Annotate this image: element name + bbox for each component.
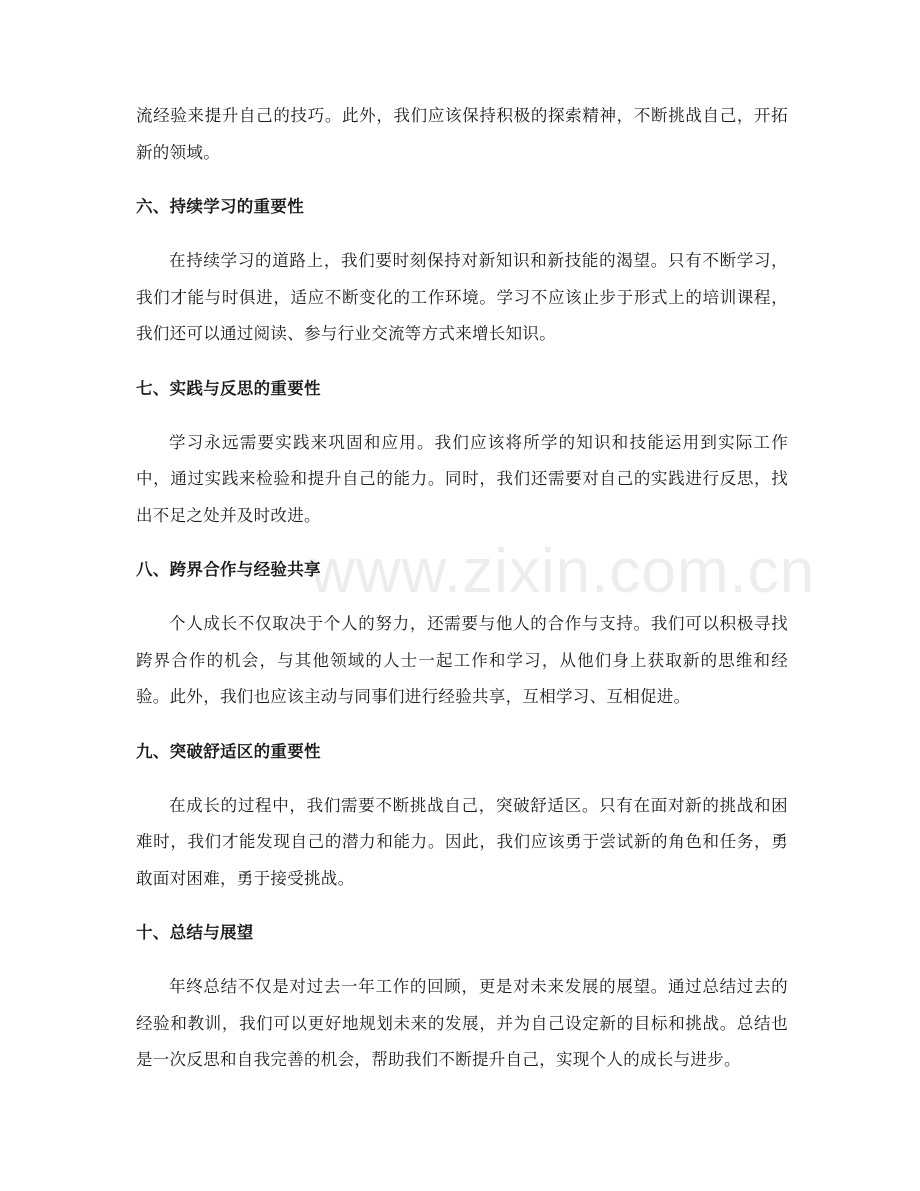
paragraph-section-9: 在成长的过程中，我们需要不断挑战自己，突破舒适区。只有在面对新的挑战和困难时，我们才能发现自己的潜力和能力。因此，我们应该勇于尝试新的角色和任务，勇敢面对困难，勇于接受挑战。 xyxy=(136,795,788,888)
section-heading-7: 七、实践与反思的重要性 xyxy=(136,378,321,398)
watermark: www.zixin.com.cn xyxy=(310,537,816,606)
paragraph-section-10: 年终总结不仅是对过去一年工作的回顾，更是对未来发展的展望。通过总结过去的经验和教训，我们可以更好地规划未来的发展，并为自己设定新的目标和挑战。总结也是一次反思和自我完善的机会，帮助我们不断提升自己，实现个人的成长与进步。 xyxy=(136,977,788,1069)
paragraph-section-8: 个人成长不仅取决于个人的努力，还需要与他人的合作与支持。我们可以积极寻找跨界合作的机会，与其他领域的人士一起工作和学习，从他们身上获取新的思维和经验。此外，我们也应该主动与同事们进行经验共享，互相学习、互相促进。 xyxy=(136,614,788,706)
section-heading-8: 八、跨界合作与经验共享 xyxy=(136,560,321,579)
document-body xyxy=(136,98,788,1079)
section-heading-6: 六、持续学习的重要性 xyxy=(136,197,304,216)
paragraph-section-7: 学习永远需要实践来巩固和应用。我们应该将所学的知识和技能运用到实际工作中，通过实践来检验和提升自己的能力。同时，我们还需要对自己的实践进行反思，找出不足之处并及时改进。 xyxy=(136,432,788,525)
section-heading-10: 十、总结与展望 xyxy=(136,923,254,942)
paragraph-section-6: 在持续学习的道路上，我们要时刻保持对新知识和新技能的渴望。只有不断学习，我们才能与时俱进，适应不断变化的工作环境。学习不应该止步于形式上的培训课程，我们还可以通过阅读、参与行业交流等方式来增长知识。 xyxy=(136,251,788,343)
paragraph-continuation: 流经验来提升自己的技巧。此外，我们应该保持积极的探索精神，不断挑战自己，开拓新的领域。 xyxy=(136,106,788,162)
section-heading-9: 九、突破舒适区的重要性 xyxy=(136,741,321,761)
